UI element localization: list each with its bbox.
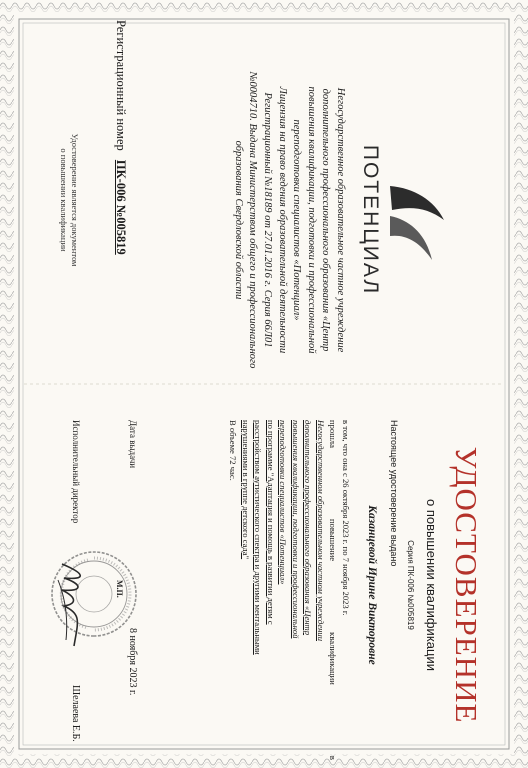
- note-line: о повышении квалификации: [59, 148, 69, 252]
- document-note: [58, 60, 80, 340]
- back-org-line: Негосударственное образовательное частное учреждение: [335, 87, 346, 353]
- body-org-line: переподготовки специалистов «Потенциал»: [278, 420, 289, 585]
- program-line: по программе "Адаптация и помощь в развитии детям с: [266, 420, 276, 625]
- logo-text: ПОТЕНЦИАЛ: [359, 144, 382, 296]
- registration-line: [113, 20, 128, 380]
- registration-label: Регистрационный номер: [114, 20, 128, 151]
- body-word: повышение: [328, 518, 339, 562]
- license-line: Лицензия на право ведения образовательной деятельности: [276, 86, 288, 354]
- back-org-line: повышения квалификации, подготовки и профессиональной: [305, 86, 317, 354]
- body-word: в: [328, 755, 339, 760]
- program-line: нарушениями в группе детского сада": [241, 420, 251, 560]
- back-organization-block: [229, 50, 346, 390]
- body-org-line: Негосударственном образовательном частном учреждении: [316, 420, 326, 641]
- director-name: Шелаева Е.Б.: [70, 685, 81, 742]
- certificate-subtitle: о повышении квалификации: [424, 499, 439, 671]
- bird-logo-icon: [386, 176, 450, 266]
- back-org-line: дополнительного профессионального образования «Центр: [320, 88, 332, 352]
- body-word: прошла: [328, 420, 339, 448]
- logo: [350, 130, 450, 310]
- license-line: №0004710. Выдана Министерством общего и профессионального: [247, 71, 259, 369]
- issue-date-label: Дата выдачи: [128, 420, 138, 469]
- program-line: расстройством аутистического спектра и другими ментальными: [253, 420, 264, 655]
- body-org-line: дополнительного профессионального образования «Центр: [303, 420, 314, 636]
- license-line: Регистрационный №18189 от 27.01.2016 г. Серия 66Л01: [262, 92, 274, 348]
- certificate-series: Серия ПК-006 №005819: [406, 540, 415, 630]
- license-line: образования Свердловской области: [232, 140, 244, 300]
- director-label: Исполнительный директор: [71, 420, 81, 524]
- certificate-body: [227, 420, 352, 760]
- recipient-name: Казанцевой Ирине Викторовне: [366, 505, 378, 665]
- certificate-title: УДОСТОВЕРЕНИЕ: [449, 446, 484, 724]
- period-line: в том, что она с 26 октября 2023 г. по 7 ноября 2023 г.: [341, 420, 351, 616]
- stamp-mark: М.П.: [115, 580, 124, 598]
- hours-line: В объеме 72 час.: [228, 420, 239, 481]
- signature-icon: [52, 560, 92, 650]
- back-org-line: переподготовки специалистов «Потенциал»: [291, 119, 303, 321]
- issue-date-value: 8 ноября 2023 г.: [127, 628, 138, 696]
- body-word: квалификации: [328, 632, 339, 685]
- registration-number: ПК-006 №005819: [114, 159, 128, 255]
- passed-line: [327, 420, 340, 760]
- issued-to-label: Настоящее удостоверение выдано: [389, 420, 399, 567]
- note-line: Удостоверение является документом: [70, 133, 80, 267]
- body-org-line: повышения квалификации, подготовки и профессиональной: [291, 420, 301, 639]
